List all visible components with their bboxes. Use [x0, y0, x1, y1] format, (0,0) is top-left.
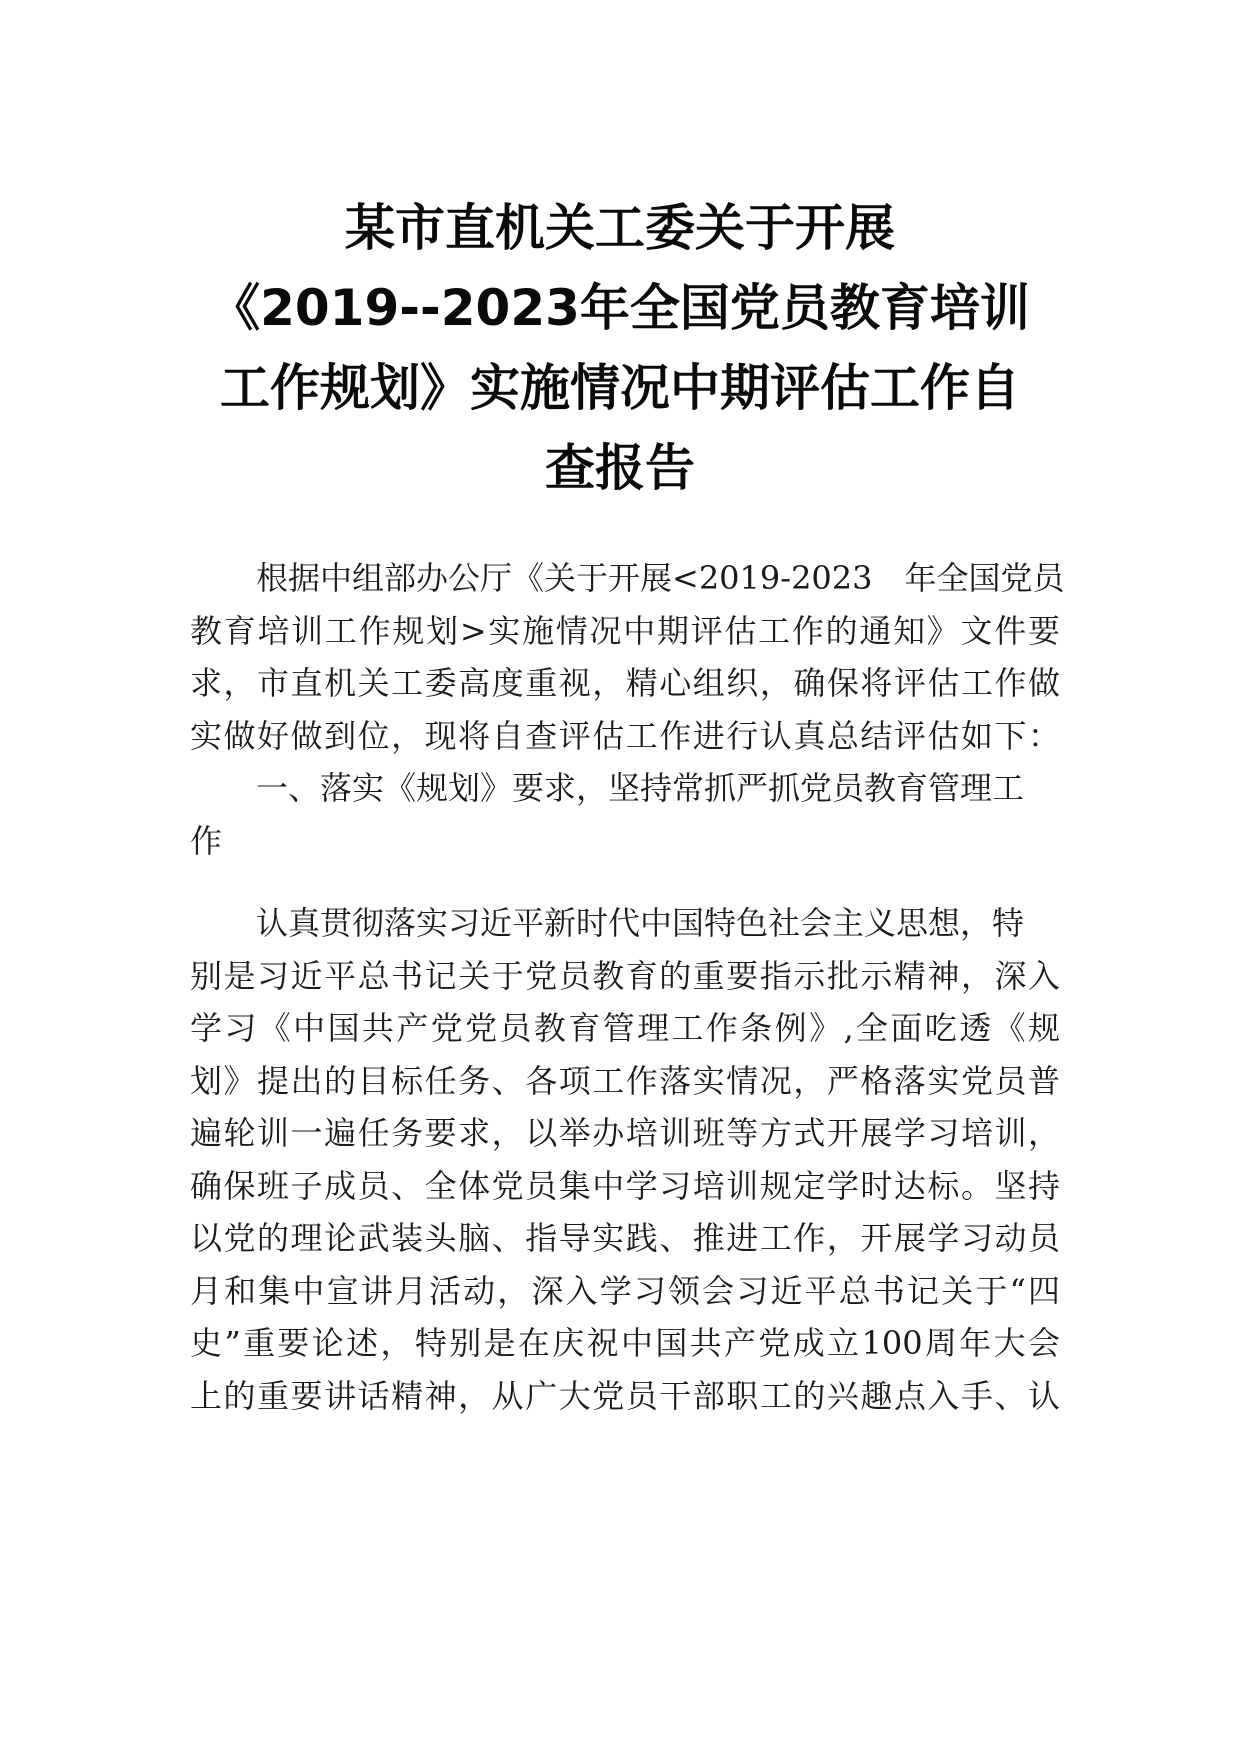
paragraph-line: 月和集中宣讲月活动，深入学习领会习近平总书记关于“四: [190, 1271, 1060, 1310]
paragraph-line: 实做好做到位，现将自查评估工作进行认真总结评估如下：: [190, 716, 1060, 755]
paragraph-line: 求，市直机关工委高度重视，精心组织，确保将评估工作做: [190, 664, 1060, 702]
title-line: 查报告: [545, 439, 695, 497]
heading-line: 作: [190, 821, 223, 860]
section-heading: [190, 762, 1060, 867]
document-body: [190, 552, 1065, 1422]
paragraph-line: 学习《中国共产党党员教育管理工作条例》,全面吃透《规: [190, 1009, 1060, 1047]
section-paragraph: [190, 897, 1060, 1422]
title-line: 工作规划》实施情况中期评估工作自: [220, 359, 1020, 417]
spacer: [190, 867, 1060, 897]
paragraph-line: 认真贯彻落实习近平新时代中国特色社会主义思想，特: [256, 904, 1025, 942]
paragraph-line: 别是习近平总书记关于党员教育的重要指示批示精神，深入: [190, 956, 1060, 995]
paragraph-line: 史”重要论述，特别是在庆祝中国共产党成立100周年大会: [190, 1324, 1060, 1362]
paragraph-line: 确保班子成员、全体党员集中学习培训规定学时达标。坚持: [190, 1166, 1060, 1205]
paragraph-line: 根据中组部办公厅《关于开展<2019-2023 年全国党员: [256, 559, 1065, 597]
heading-line: 一、落实《规划》要求，坚持常抓严抓党员教育管理工: [256, 769, 1025, 807]
paragraph-line: 划》提出的目标任务、各项工作落实情况，严格落实党员普: [190, 1061, 1060, 1100]
paragraph-line: 上的重要讲话精神，从广大党员干部职工的兴趣点入手、认: [190, 1376, 1060, 1415]
document-title: [180, 188, 1060, 508]
intro-paragraph: [190, 552, 1065, 762]
title-line: 某市直机关工委关于开展: [345, 199, 895, 257]
paragraph-line: 教育培训工作规划>实施情况中期评估工作的通知》文件要: [190, 611, 1060, 650]
paragraph-line: 以党的理论武装头脑、指导实践、推进工作，开展学习动员: [190, 1219, 1060, 1257]
paragraph-line: 遍轮训一遍任务要求，以举办培训班等方式开展学习培训，: [190, 1114, 1060, 1152]
title-line: 《2019--2023年全国党员教育培训: [210, 279, 1030, 337]
